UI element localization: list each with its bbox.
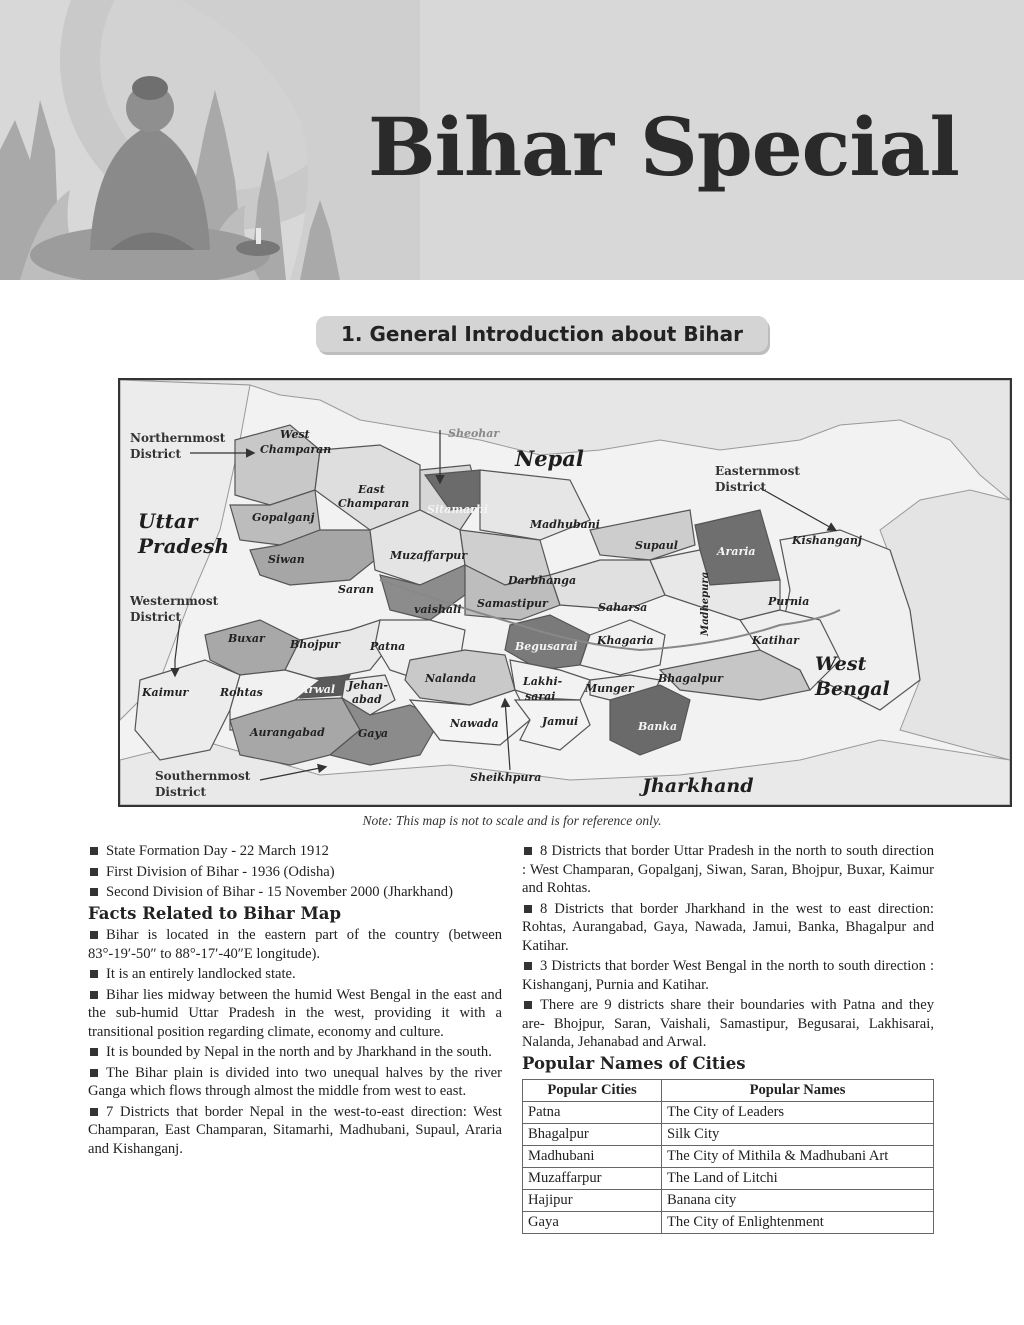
- district-saharsa: Saharsa: [598, 601, 648, 614]
- page-title: Bihar Special: [368, 100, 959, 194]
- fact-point: Bihar is located in the eastern part of the country (between 83°-19′-50″ to 88°-17′-40″E longitude).: [88, 927, 502, 962]
- region-west-bengal-line2: Bengal: [815, 678, 890, 700]
- square-bullet-icon: [90, 970, 98, 978]
- district-gopalganj: Gopalganj: [252, 511, 315, 524]
- callout-easternmost-line1: Easternmost: [715, 464, 800, 478]
- district-bhojpur: Bhojpur: [290, 638, 341, 651]
- fact-point: 8 Districts that border Jharkhand in the west to east direction: Rohtas, Aurangabad, Gaya, Nawada, Jamui, Banka, Bhagalpur and Katihar.: [522, 900, 934, 954]
- nickname-cell: The Land of Litchi: [662, 1168, 934, 1190]
- district-nawada: Nawada: [450, 717, 499, 730]
- district-siwan: Siwan: [268, 553, 305, 566]
- callout-northernmost-line2: District: [130, 447, 181, 461]
- region-uttar-pradesh-line1: Uttar: [138, 509, 198, 533]
- district-darbhanga: Darbhanga: [508, 574, 577, 587]
- nickname-cell: The City of Leaders: [662, 1102, 934, 1124]
- district-lakhisarai-line2: sarai: [525, 690, 556, 703]
- district-east-champaran-line1: East: [358, 483, 385, 496]
- district-aurangabad: Aurangabad: [250, 726, 325, 739]
- district-sheikhpura: Sheikhpura: [470, 771, 542, 784]
- district-buxar: Buxar: [228, 632, 265, 645]
- district-vaishali: vaishali: [414, 603, 462, 616]
- square-bullet-icon: [90, 847, 98, 855]
- square-bullet-icon: [524, 962, 532, 970]
- callout-southernmost-line1: Southernmost: [155, 769, 251, 783]
- popular-names-heading: Popular Names of Cities: [522, 1053, 746, 1073]
- header-banner: [0, 0, 1024, 280]
- city-cell: Madhubani: [523, 1146, 662, 1168]
- table-row: [523, 1102, 934, 1124]
- fact-point: The Bihar plain is divided into two unequal halves by the river Ganga which flows through almost the middle from west to east.: [88, 1064, 502, 1099]
- callout-easternmost-line2: District: [715, 480, 766, 494]
- right-column: [522, 842, 934, 1234]
- column-header-popular-cities: Popular Cities: [523, 1080, 662, 1102]
- district-nalanda: Nalanda: [425, 672, 477, 685]
- fact-item: State Formation Day - 22 March 1912: [88, 842, 502, 861]
- district-west-champaran-line1: West: [280, 428, 310, 441]
- district-gaya: Gaya: [358, 727, 389, 740]
- district-sheohar: Sheohar: [448, 427, 500, 440]
- facts-heading: Facts Related to Bihar Map: [88, 903, 341, 923]
- section-heading: 1. General Introduction about Bihar: [316, 316, 768, 352]
- region-west-bengal-line1: West: [815, 653, 867, 675]
- callout-southernmost-line2: District: [155, 785, 206, 799]
- district-madhubani: Madhubani: [530, 518, 600, 531]
- district-lakhisarai-line1: Lakhi-: [523, 675, 563, 688]
- district-west-champaran-line2: Champaran: [260, 443, 332, 456]
- district-bhagalpur: Bhagalpur: [658, 672, 723, 685]
- city-cell: Hajipur: [523, 1190, 662, 1212]
- fact-item: First Division of Bihar - 1936 (Odisha): [88, 863, 502, 882]
- buddha-temple-illustration: [0, 0, 420, 280]
- city-cell: Gaya: [523, 1212, 662, 1234]
- square-bullet-icon: [524, 1001, 532, 1009]
- city-cell: Bhagalpur: [523, 1124, 662, 1146]
- district-khagaria: Khagaria: [597, 634, 654, 647]
- square-bullet-icon: [90, 991, 98, 999]
- table-row: [523, 1212, 934, 1234]
- district-sitamarhi: Sitamarhi: [427, 503, 489, 516]
- city-cell: Muzaffarpur: [523, 1168, 662, 1190]
- callout-westernmost-line1: Westernmost: [130, 594, 219, 608]
- nickname-cell: Silk City: [662, 1124, 934, 1146]
- table-row: [523, 1146, 934, 1168]
- district-kishanganj: Kishanganj: [792, 534, 862, 547]
- district-kaimur: Kaimur: [142, 686, 189, 699]
- left-column: [88, 842, 502, 1160]
- square-bullet-icon: [524, 905, 532, 913]
- district-banka: Banka: [638, 720, 678, 733]
- district-katihar: Katihar: [752, 634, 799, 647]
- square-bullet-icon: [90, 888, 98, 896]
- district-rohtas: Rohtas: [220, 686, 263, 699]
- fact-point: It is an entirely landlocked state.: [88, 965, 502, 984]
- square-bullet-icon: [90, 1108, 98, 1116]
- district-begusarai: Begusarai: [515, 640, 578, 653]
- callout-northernmost-line1: Northernmost: [130, 431, 226, 445]
- district-arwal: Arwal: [300, 683, 336, 696]
- square-bullet-icon: [90, 931, 98, 939]
- region-jharkhand: Jharkhand: [642, 775, 754, 797]
- region-nepal: Nepal: [515, 446, 584, 471]
- column-header-popular-names: Popular Names: [662, 1080, 934, 1102]
- callout-westernmost-line2: District: [130, 610, 181, 624]
- square-bullet-icon: [90, 868, 98, 876]
- district-madhepura: Madhepura: [700, 571, 711, 636]
- table-row: [523, 1124, 934, 1146]
- district-samastipur: Samastipur: [477, 597, 548, 610]
- map-svg: [120, 380, 1010, 805]
- nickname-cell: The City of Mithila & Madhubani Art: [662, 1146, 934, 1168]
- region-uttar-pradesh-line2: Pradesh: [138, 534, 230, 558]
- table-header-row: [523, 1080, 934, 1102]
- fact-item: Second Division of Bihar - 15 November 2000 (Jharkhand): [88, 883, 502, 902]
- fact-point: It is bounded by Nepal in the north and by Jharkhand in the south.: [88, 1043, 502, 1062]
- square-bullet-icon: [90, 1069, 98, 1077]
- district-araria: Araria: [717, 545, 756, 558]
- square-bullet-icon: [524, 847, 532, 855]
- district-purnia: Purnia: [768, 595, 810, 608]
- bihar-district-map: [118, 378, 1012, 807]
- fact-point: 8 Districts that border Uttar Pradesh in the north to south direction : West Champaran, Gopalganj, Siwan, Saran, Bhojpur, Buxar, Kaimur and Rohtas.: [522, 843, 934, 896]
- nickname-cell: Banana city: [662, 1190, 934, 1212]
- district-muzaffarpur: Muzaffarpur: [390, 549, 468, 562]
- fact-point: 3 Districts that border West Bengal in the north to south direction : Kishanganj, Purnia and Katihar.: [522, 958, 934, 993]
- table-row: [523, 1168, 934, 1190]
- district-jamui: Jamui: [542, 715, 579, 728]
- district-east-champaran-line2: Champaran: [338, 497, 410, 510]
- district-jehanabad-line1: Jehan-: [348, 679, 388, 692]
- popular-names-table: [522, 1079, 934, 1234]
- table-row: [523, 1190, 934, 1212]
- fact-point: 7 Districts that border Nepal in the west-to-east direction: West Champaran, East Champaran, Sitamarhi, Madhubani, Supaul, Araria and Kishanganj.: [88, 1103, 502, 1157]
- city-cell: Patna: [523, 1102, 662, 1124]
- district-jehanabad-line2: abad: [352, 693, 382, 706]
- square-bullet-icon: [90, 1048, 98, 1056]
- district-patna: Patna: [370, 640, 406, 653]
- nickname-cell: The City of Enlightenment: [662, 1212, 934, 1234]
- fact-point: Bihar lies midway between the humid West Bengal in the east and the sub-humid Uttar Pradesh in the west, providing it with a transitional position regarding climate, economy and culture.: [88, 986, 502, 1040]
- district-saran: Saran: [338, 583, 374, 596]
- map-note: Note: This map is not to scale and is for reference only.: [362, 813, 662, 828]
- district-supaul: Supaul: [635, 539, 678, 552]
- fact-point: There are 9 districts share their boundaries with Patna and they are- Bhojpur, Saran, Vaishali, Samastipur, Begusarai, Lakhisarai, Nalanda, Jehanabad and Arwal.: [522, 997, 934, 1050]
- district-munger: Munger: [585, 682, 634, 695]
